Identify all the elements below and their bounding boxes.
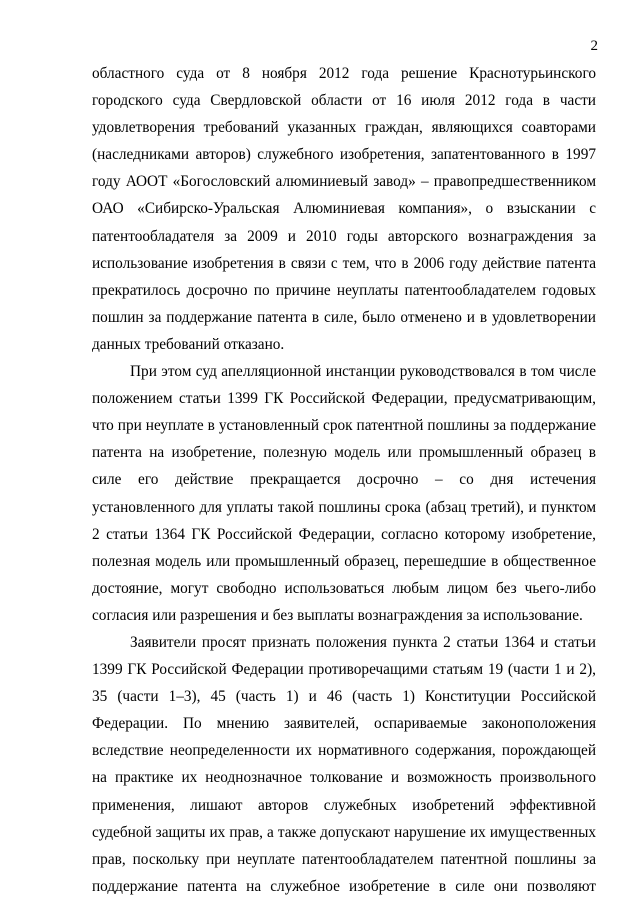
page-number: 2 xyxy=(590,38,598,54)
paragraph-court-decision: областного суда от 8 ноября 2012 года решение Краснотурьинского городского суда Свердловской области от 16 июля 2012 года в части удовлетворения требований указанных граждан, являющихся соавторами (наследниками авторов) служебного изобретения, запатентованного в 1997 году АООТ «Богословский алюминиевый завод» – правопредшественником ОАО «Сибирско-Уральская Алюминиевая компания», о взыскании с патентообладателя за 2009 и 2010 годы авторского вознаграждения за использование изобретения в связи с тем, что в 2006 году действие патента прекратилось досрочно по причине неуплаты патентообладателем годовых пошлин за поддержание патента в силе, было отменено и в удовлетворении данных требований отказано. xyxy=(92,65,596,353)
document-body xyxy=(92,60,596,900)
paragraph-appeal-reasoning: При этом суд апелляционной инстанции руководствовался в том числе положением статьи 1399 ГК Российской Федерации, предусматривающим, что при неуплате в установленный срок патентной пошлины за поддержание патента на изобретение, полезную модель или промышленный образец в силе его действие прекращается досрочно – со дня истечения установленного для уплаты такой пошлины срока (абзац третий), и пунктом 2 статьи 1364 ГК Российской Федерации, согласно которому изобретение, полезная модель или промышленный образец, перешедшие в общественное достояние, могут свободно использоваться любым лицом без чьего-либо согласия или разрешения и без выплаты вознаграждения за использование. xyxy=(92,363,596,624)
paragraph-applicants-claim: Заявители просят признать положения пункта 2 статьи 1364 и статьи 1399 ГК Российской Федерации противоречащими статьям 19 (части 1 и 2), 35 (части 1–3), 45 (часть 1) и 46 (часть 1) Конституции Российской Федерации. По мнению заявителей, оспариваемые законоположения вследствие неопределенности их нормативного содержания, порождающей на практике их неоднозначное толкование и возможность произвольного применения, лишают авторов служебных изобретений эффективной судебной защиты их прав, а также допускают нарушение их имущественных прав, поскольку при неуплате патентообладателем патентной пошлины за поддержание патента на служебное изобретение в силе они позволяют xyxy=(92,633,596,895)
